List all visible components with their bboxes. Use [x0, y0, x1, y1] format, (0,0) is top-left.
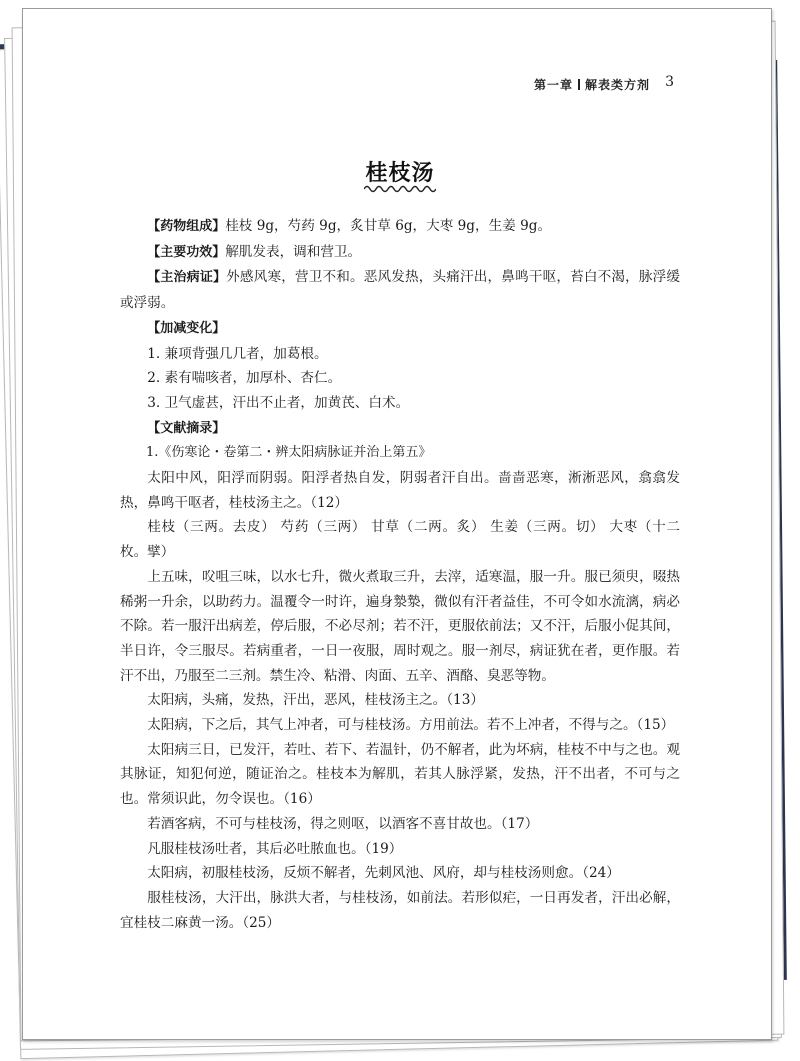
literature-source: 1.《伤寒论・卷第二・辨太阳病脉证并治上第五》 — [146, 445, 432, 461]
section-tag: 【主治病证】 — [147, 270, 227, 286]
section-text: 桂枝 9g，芍药 9g，炙甘草 6g，大枣 9g，生姜 9g。 — [225, 218, 552, 234]
section-text: 外感风寒，营卫不和。恶风发热，头痛汗出，鼻鸣干呕，苔白不渴，脉浮缓或浮弱。 — [120, 269, 680, 312]
page-number: 3 — [665, 74, 674, 90]
modification-item: 2. 素有喘咳者，加厚朴、杏仁。 — [147, 370, 342, 387]
section-tag: 【加减变化】 — [147, 320, 226, 336]
literature-paragraph: 上五味，㕮咀三味，以水七升，微火煮取三升，去滓，适寒温，服一升。服已须臾，啜热稀粥一升余，以助药力。温覆令一时许，遍身漐漐，微似有汗者益佳，不可令如水流漓，病必不除。若一服汗出病差，停后服，不必尽剂；若不汗，更服依前法；又不汗，后服小促其间，半日许，令三服尽。若病重者，一日一夜服，周时观之。服一剂尽，病证犹在者，更作服。若汗不出，乃服至二三剂。禁生冷、粘滑、肉面、五辛、酒酪、臭恶等物。 — [120, 568, 680, 684]
literature-paragraph: 太阳病三日，已发汗，若吐、若下、若温针，仍不解者，此为坏病，桂枝不中与之也。观其脉证，知犯何逆，随证治之。桂枝本为解肌，若其人脉浮紧，发热，汗不出者，不可与之也。常须识此，勿令误也。（16） — [120, 741, 680, 808]
literature-paragraph: 若酒客病，不可与桂枝汤，得之则呕，以酒客不喜甘故也。（17） — [147, 815, 539, 832]
efficacy-line — [120, 240, 680, 266]
section-tag: 【文献摘录】 — [147, 420, 226, 436]
main-text — [120, 214, 680, 935]
section-tag: 【主要功效】 — [147, 244, 226, 260]
literature-paragraph: 太阳中风，阳浮而阴弱。阳浮者热自发，阴弱者汗自出。啬啬恶寒，淅淅恶风，翕翕发热，鼻鸣干呕者，桂枝汤主之。（12） — [120, 470, 680, 511]
indications-line — [120, 265, 680, 315]
modification-item: 1. 兼项背强几几者，加葛根。 — [147, 345, 328, 362]
modification-item: 3. 卫气虚甚，汗出不止者，加黄芪、白术。 — [147, 394, 410, 411]
chapter-label: 第一章 — [533, 78, 573, 92]
literature-paragraph: 太阳病，初服桂枝汤，反烦不解者，先刺风池、风府，却与桂枝汤则愈。（24） — [147, 865, 620, 882]
literature-paragraph: 桂枝（三两。去皮） 芍药（三两） 甘草（二两。炙） 生姜（三两。切） 大枣（十二枚。擘） — [120, 519, 680, 561]
modifications-heading — [120, 316, 680, 342]
section-text: 解肌发表，调和营卫。 — [225, 243, 362, 260]
literature-paragraph: 太阳病，下之后，其气上冲者，可与桂枝汤。方用前法。若不上冲者，不得与之。（15） — [147, 717, 675, 734]
literature-paragraph: 凡服桂枝汤吐者，其后必吐脓血也。（19） — [147, 840, 403, 857]
header-separator — [578, 79, 580, 90]
section-label: 解表类方剂 — [584, 78, 650, 92]
literature-paragraph: 服桂枝汤，大汗出，脉洪大者，与桂枝汤，如前法。若形似疟，一日再发者，汗出必解，宜桂枝二麻黄一汤。（25） — [120, 889, 680, 931]
literature-paragraph: 太阳病，头痛，发热，汗出，恶风，桂枝汤主之。（13） — [147, 692, 484, 709]
section-tag: 【药物组成】 — [147, 219, 226, 234]
page-title: 桂枝汤 — [365, 161, 435, 186]
running-header — [534, 76, 650, 93]
title-wave-underline — [364, 184, 436, 194]
literature-heading — [120, 416, 680, 442]
composition-line — [120, 214, 680, 240]
